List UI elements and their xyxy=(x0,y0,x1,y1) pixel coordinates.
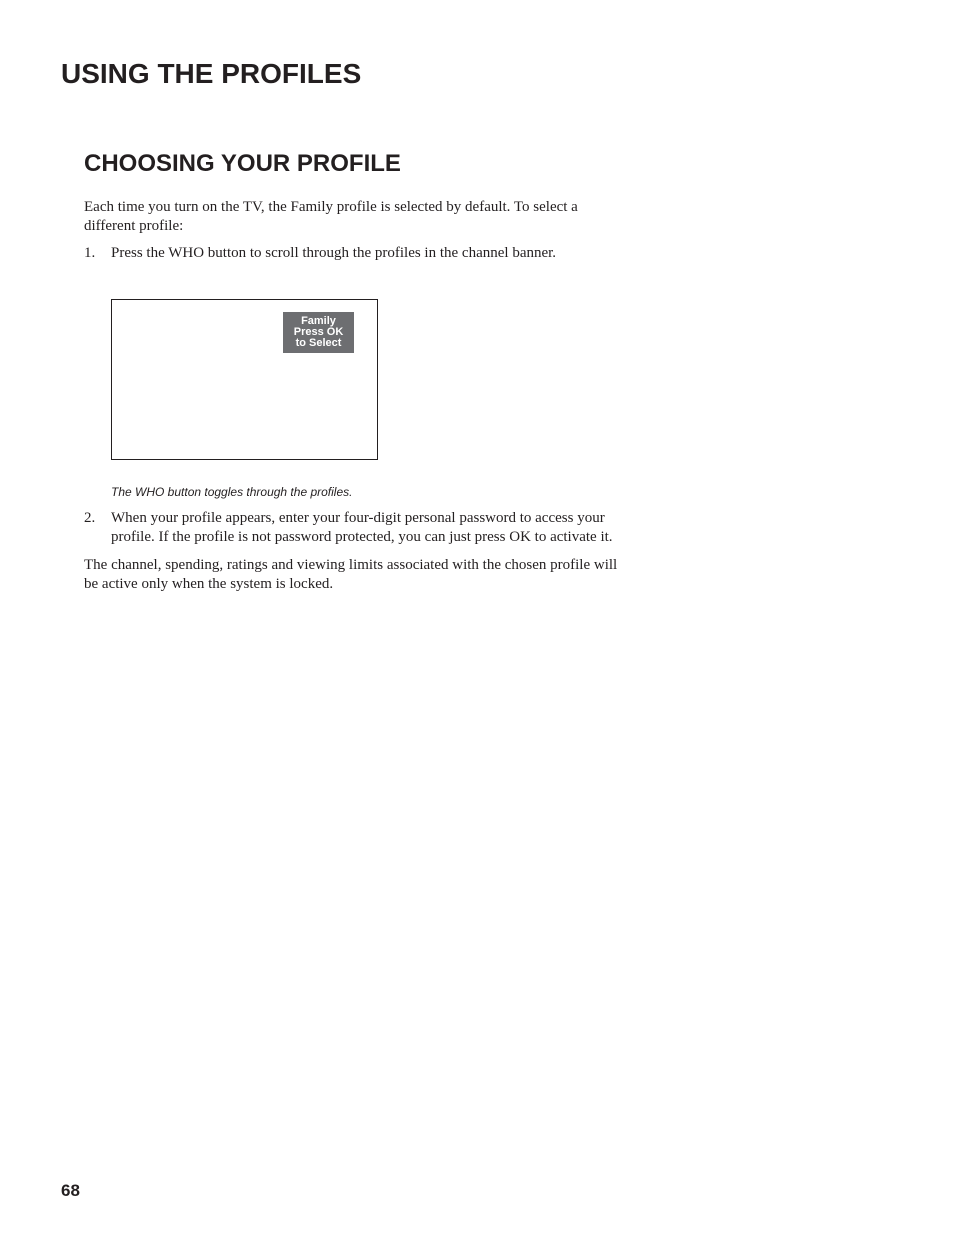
step-item-2 xyxy=(84,509,624,547)
step-text-2: When your profile appears, enter your four-digit personal password to access your profile. If the profile is not password protected, you can just press OK to activate it. xyxy=(111,510,613,545)
banner-instruction-line-1: Press OK xyxy=(293,326,344,338)
step-text-1: Press the WHO button to scroll through the profiles in the channel banner. xyxy=(111,245,557,261)
page-number: 68 xyxy=(61,1181,80,1200)
tv-screen-illustration xyxy=(111,299,378,460)
page-title: USING THE PROFILES xyxy=(61,58,362,89)
closing-paragraph: The channel, spending, ratings and viewing limits associated with the chosen profile will be active only when the system is locked. xyxy=(84,557,618,592)
banner-profile-name: Family xyxy=(301,315,336,327)
channel-banner xyxy=(283,312,354,353)
step-item-1 xyxy=(84,244,624,263)
step-number-1: 1. xyxy=(84,245,96,261)
intro-paragraph: Each time you turn on the TV, the Family profile is selected by default. To select a different profile: xyxy=(84,199,578,234)
step-number-2: 2. xyxy=(84,510,96,526)
figure-caption: The WHO button toggles through the profiles. xyxy=(111,485,353,499)
banner-instruction-line-2: to Select xyxy=(295,337,342,349)
section-title: CHOOSING YOUR PROFILE xyxy=(84,150,401,177)
